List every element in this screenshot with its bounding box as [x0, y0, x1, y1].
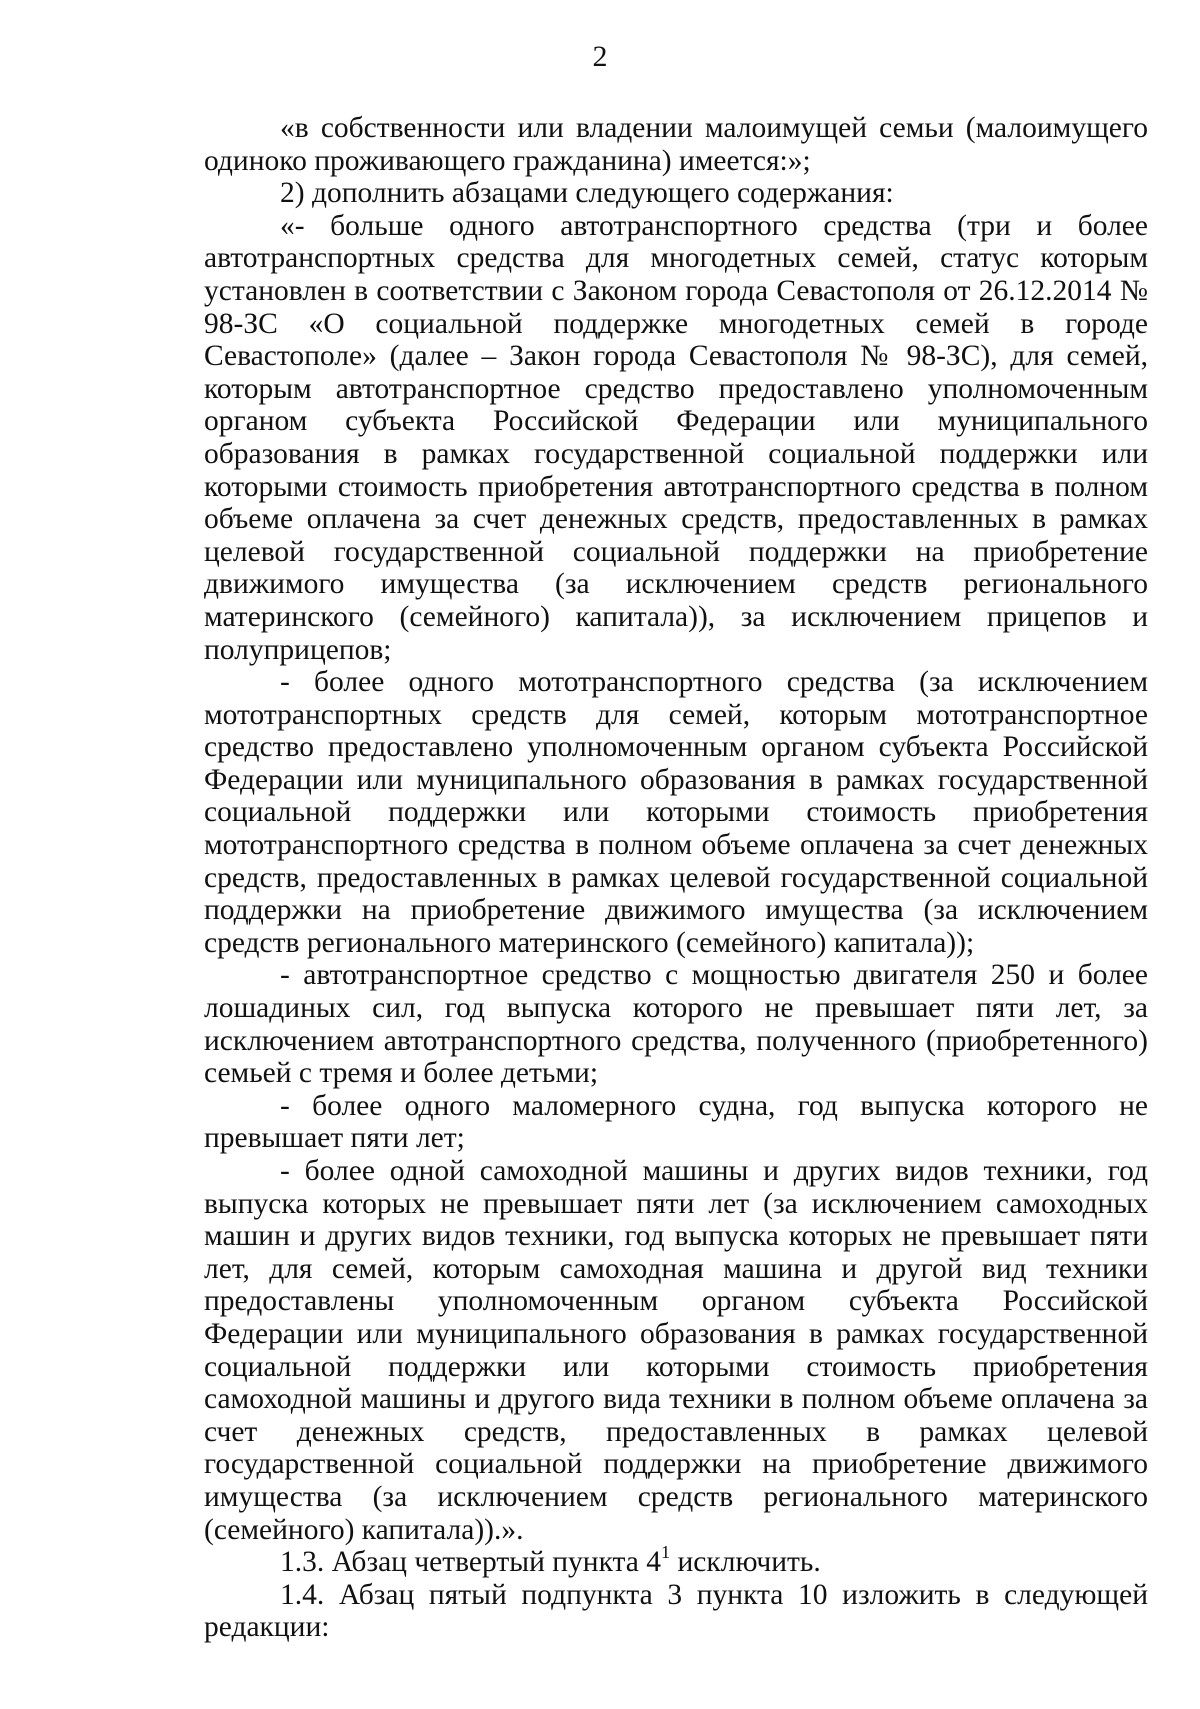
paragraph: «- больше одного автотранспортного средства (три и более автотранспортных средства для многодетных семей, статус которым установлен в соответствии с Законом города Севастополя от 26.12.2014 № 98-ЗС «О социальной поддержке многодетных семей в городе Севастополе» (далее – Закон города Севастополя № 98-ЗС), для семей, которым автотранспортное средство предоставлено уполномоченным органом субъекта Российской Федерации или муниципального образования в рамках государственной социальной поддержки или которыми стоимость приобретения автотранспортного средства в полном объеме оплачена за счет денежных средств, предоставленных в рамках целевой государственной социальной поддержки на приобретение движимого имущества (за исключением средств регионального материнского (семейного) капитала)), за исключением прицепов и полуприцепов; — [204, 209, 1148, 666]
paragraph-text: исключить. — [670, 1546, 821, 1579]
paragraph: - более одного маломерного судна, год выпуска которого не превышает пяти лет; — [204, 1089, 1148, 1155]
superscript: 1 — [661, 1542, 671, 1563]
paragraph — [204, 1542, 1148, 1579]
paragraph: - более одной самоходной машины и других видов техники, год выпуска которых не превышает пяти лет (за исключением самоходных машин и других видов техники, год выпуска которых не превышает пяти лет, для семей, которым самоходная машина и другой вид техники предоставлены уполномоченным органом субъекта Российской Федерации или муниципального образования в рамках государственной социальной поддержки или которыми стоимость приобретения самоходной машины и другого вида техники в полном объеме оплачена за счет денежных средств, предоставленных в рамках целевой государственной социальной поддержки на приобретение движимого имущества (за исключением средств регионального материнского (семейного) капитала)).». — [204, 1155, 1148, 1546]
document-body — [204, 112, 1148, 1644]
paragraph: - автотранспортное средство с мощностью двигателя 250 и более лошадиных сил, год выпуска которого не превышает пяти лет, за исключением автотранспортного средства, полученного (приобретенного) семьей с тремя и более детьми; — [204, 959, 1148, 1090]
paragraph-text: 1.3. Абзац четвертый пункта 4 — [280, 1546, 661, 1579]
paragraph: 2) дополнить абзацами следующего содержания: — [280, 177, 894, 210]
paragraph: - более одного мототранспортного средства (за исключением мототранспортных средств для семей, которым мототранспортное средство предоставлено уполномоченным органом субъекта Российской Федерации или муниципального образования в рамках государственной социальной поддержки или которыми стоимость приобретения мототранспортного средства в полном объеме оплачена за счет денежных средств, предоставленных в рамках целевой государственной социальной поддержки на приобретение движимого имущества (за исключением средств регионального материнского (семейного) капитала)); — [204, 666, 1148, 959]
paragraph: 1.4. Абзац пятый подпункта 3 пункта 10 изложить в следующей редакции: — [204, 1578, 1148, 1644]
page-number: 2 — [592, 40, 608, 73]
paragraph: «в собственности или владении малоимущей семьи (малоимущего одиноко проживающего гражданина) имеется:»; — [204, 112, 1148, 177]
